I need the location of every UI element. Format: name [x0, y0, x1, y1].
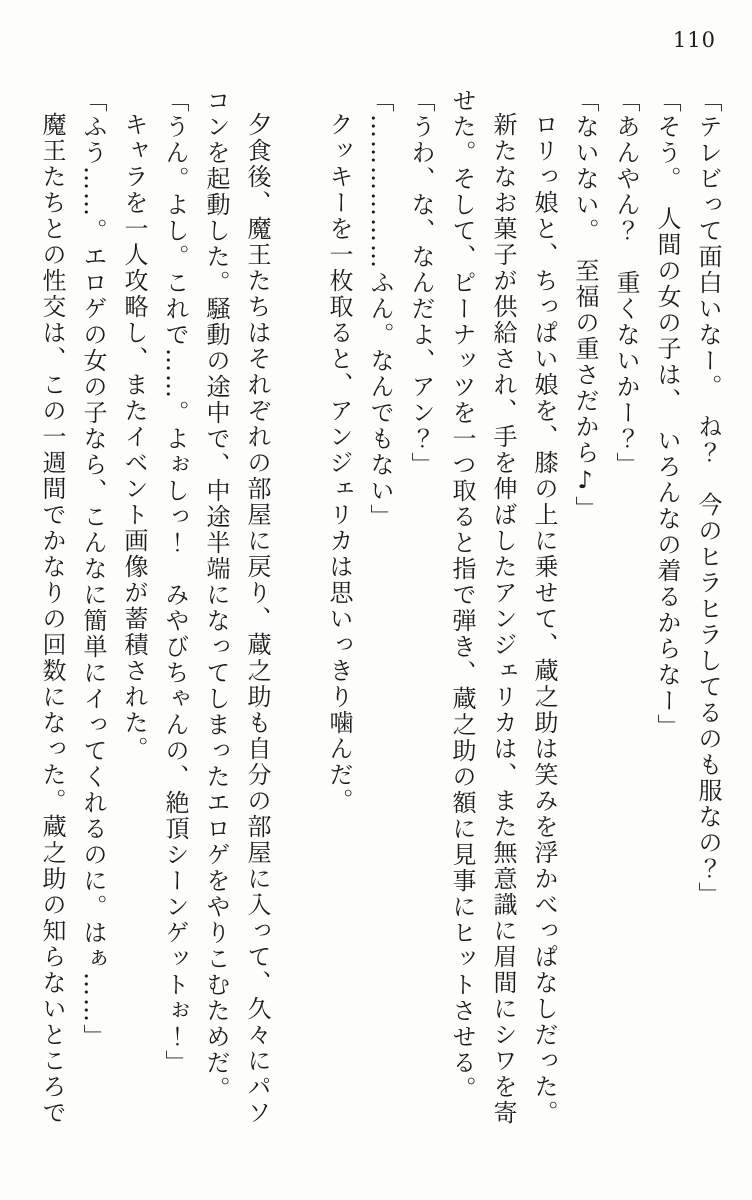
text-line-9: 「………………ふん。なんでもない」	[366, 88, 394, 530]
text-line-4: 「ないない。 至福の重さだから♪」	[571, 88, 599, 522]
text-line-16: 魔王たちとの性交は、この一週間でかなりの回数になった。蔵之助の知らないところで	[38, 112, 66, 1126]
text-line-6: 新たなお菓子が供給され、手を伸ばしたアンジェリカは、また無意識に眉間にシワを寄	[489, 112, 517, 1126]
text-line-11: 夕食後、魔王たちはそれぞれの部屋に戻り、蔵之助も自分の部屋に入って、久々にパソ	[243, 112, 271, 1126]
text-line-5: ロリっ娘と、ちっぱい娘を、膝の上に乗せて、蔵之助は笑みを浮かべっぱなしだった。	[530, 112, 558, 1126]
page-number: 110	[672, 28, 716, 52]
text-line-8: 「うわ、な、なんだよ、アン？」	[407, 88, 435, 478]
text-line-10: クッキーを一枚取ると、アンジェリカは思いっきり噛んだ。	[325, 112, 353, 814]
text-line-1: 「テレビって面白いなー。 ね？ 今のヒラヒラしてるのも服なの？」	[694, 88, 722, 908]
text-line-7: せた。そして、ピーナッツを一つ取ると指で弾き、蔵之助の額に見事にヒットさせる。	[448, 88, 476, 1102]
text-line-3: 「あんやん？ 重くないかー？」	[612, 88, 640, 478]
text-line-14: キャラを一人攻略し、またイベント画像が蓄積された。	[120, 112, 148, 762]
text-line-12: コンを起動した。騒動の途中で、中途半端になってしまったエロゲをやりこむためだ。	[202, 88, 230, 1102]
text-line-13: 「うん。よし。これで……。よぉしっ！ みやびちゃんの、絶頂シーンゲットぉ！」	[161, 88, 189, 1076]
text-line-2: 「そう。 人間の女の子は、 いろんなの着るからなー」	[653, 88, 681, 740]
text-block	[31, 88, 728, 1178]
text-line-15: 「ふう……。エロゲの女の子なら、こんなに簡単にイってくれるのに。はぁ……」	[79, 88, 107, 1050]
